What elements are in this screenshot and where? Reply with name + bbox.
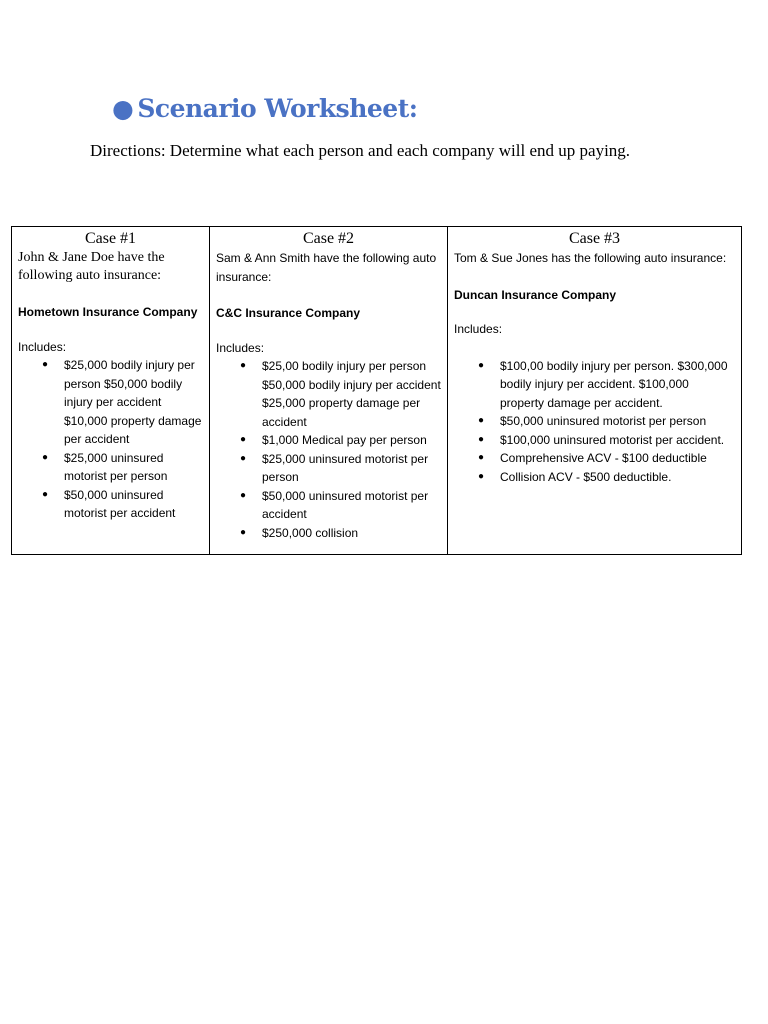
coverage-item: ● $100,00 bodily injury per person. $300,000 bodily injury per accident. $100,000 property damage per accident. [454, 357, 735, 413]
case-2-heading: Case #2 [302, 230, 355, 247]
directions-text: Directions: Determine what each person and each company will end up paying. [90, 141, 631, 160]
title-text: Scenario Worksheet: [137, 94, 418, 123]
case-table [11, 226, 742, 555]
coverage-item: ● $50,000 uninsured motorist per accident [216, 487, 441, 524]
case-1-company: Hometown Insurance Company [18, 305, 198, 319]
case-2-cell [210, 227, 448, 555]
case-3-coverage-list [454, 357, 735, 487]
coverage-item: ● $25,000 uninsured motorist per person [216, 450, 441, 487]
case-3-intro: Tom & Sue Jones has the following auto insurance: [454, 251, 727, 265]
case-1-intro: John & Jane Doe have the following auto insurance: [18, 250, 165, 283]
coverage-item: ● $1,000 Medical pay per person [216, 431, 441, 450]
coverage-item: ● $100,000 uninsured motorist per accident. [454, 431, 735, 450]
coverage-item: ● $25,00 bodily injury per person $50,000 bodily injury per accident $25,000 property damage per accident [216, 357, 441, 431]
case-row [12, 227, 742, 555]
title-bullet: ● [112, 94, 134, 123]
case-3-cell [448, 227, 742, 555]
case-3-company: Duncan Insurance Company [454, 287, 617, 302]
coverage-item: ● $250,000 collision [216, 524, 441, 543]
case-2-company: C&C Insurance Company [216, 306, 361, 320]
coverage-item: ● $25,000 uninsured motorist per person [18, 449, 203, 486]
case-3-heading: Case #3 [568, 230, 621, 247]
coverage-item: ● Comprehensive ACV - $100 deductible [454, 449, 735, 468]
coverage-item: ● $50,000 uninsured motorist per person [454, 412, 735, 431]
coverage-item: ● Collision ACV - $500 deductible. [454, 468, 735, 487]
coverage-item: ● $25,000 bodily injury per person $50,000 bodily injury per accident $10,000 property damage per accident [18, 356, 203, 449]
case-1-coverage-list [18, 356, 203, 523]
case-2-intro: Sam & Ann Smith have the following auto insurance: [216, 251, 437, 284]
case-3-includes-label: Includes: [454, 322, 503, 336]
case-1-includes-label: Includes: [18, 339, 67, 354]
case-2-includes-label: Includes: [216, 340, 265, 355]
case-1-heading: Case #1 [84, 230, 137, 247]
case-2-coverage-list [216, 357, 441, 542]
case-1-cell [12, 227, 210, 555]
coverage-item: ● $50,000 uninsured motorist per accident [18, 486, 203, 523]
page-title [112, 94, 417, 123]
